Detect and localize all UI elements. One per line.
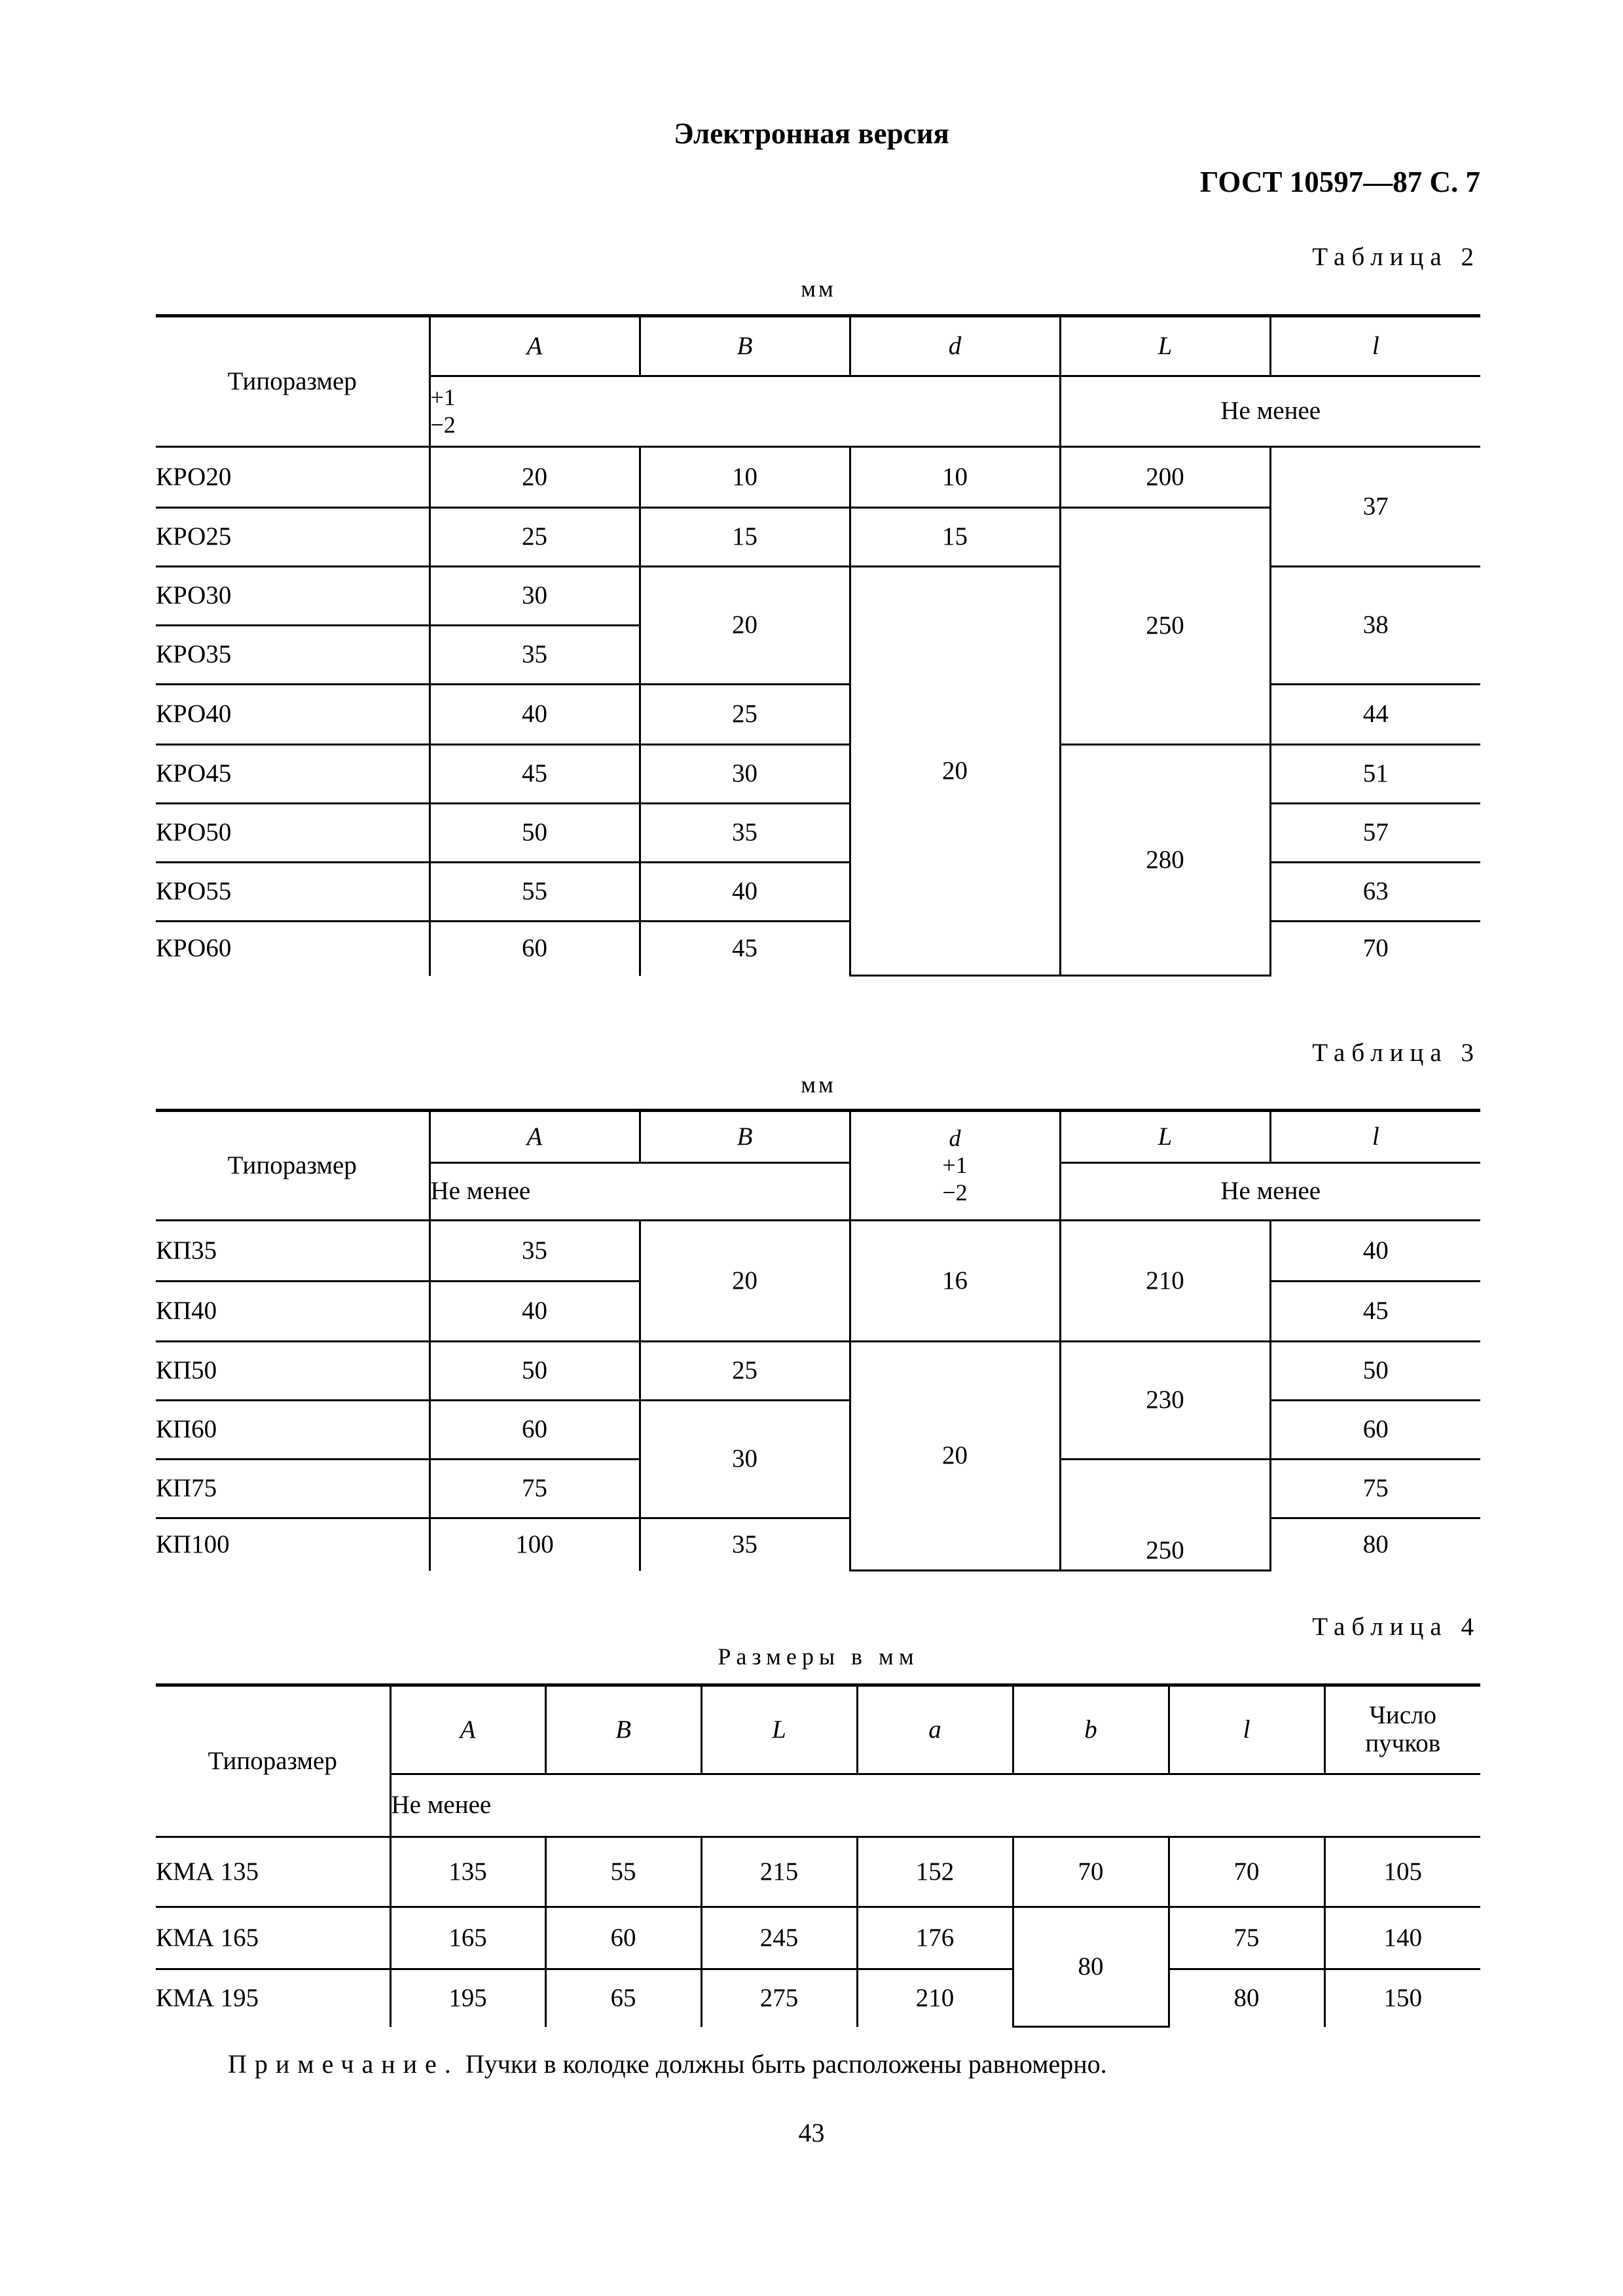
header-not-less: Не менее: [390, 1774, 1480, 1837]
table-row: [156, 447, 1480, 508]
cell-size: КП50: [156, 1342, 429, 1401]
table-row: [156, 1969, 1480, 2027]
cell-l: 60: [1270, 1401, 1480, 1460]
header-d-tolerance: [850, 1111, 1060, 1221]
cell-A: 60: [429, 922, 640, 976]
table-row: [156, 922, 1480, 976]
cell-l: 75: [1169, 1907, 1324, 1969]
cell-l: 57: [1270, 804, 1480, 863]
cell-size: КП40: [156, 1282, 429, 1342]
cell-l: 45: [1270, 1282, 1480, 1342]
cell-d: 10: [850, 447, 1060, 508]
standard-code: ГОСТ 10597—87 С. 7: [1199, 166, 1480, 198]
cell-l: 75: [1270, 1460, 1480, 1518]
table4-caption: Таблица 4: [1312, 1613, 1480, 1641]
cell-B: 10: [640, 447, 850, 508]
cell-d: 20: [850, 567, 1060, 976]
cell-B: 20: [640, 1221, 850, 1342]
header-a: a: [857, 1685, 1013, 1774]
cell-size: КРО25: [156, 508, 429, 567]
cell-A: 165: [390, 1907, 545, 1969]
table-row: [156, 1221, 1480, 1282]
cell-L: 200: [1060, 447, 1270, 508]
cell-d: 15: [850, 508, 1060, 567]
table4-units: Размеры в мм: [718, 1643, 919, 1670]
cell-L: 250: [1060, 1460, 1270, 1571]
header-A: A: [390, 1685, 545, 1774]
cell-B: 60: [545, 1907, 701, 1969]
table-row: [156, 685, 1480, 745]
cell-bundles: 105: [1324, 1837, 1480, 1907]
cell-A: 35: [429, 1221, 640, 1282]
table-2: [156, 314, 1480, 977]
cell-A: 35: [429, 626, 640, 685]
tolerance-plus: +1: [942, 1152, 968, 1179]
cell-l: 80: [1270, 1518, 1480, 1571]
cell-b: 70: [1013, 1837, 1169, 1907]
header-L: L: [701, 1685, 857, 1774]
header-bundles: [1324, 1685, 1480, 1774]
table-row: [156, 1401, 1480, 1460]
cell-d: 16: [850, 1221, 1060, 1342]
cell-A: 50: [429, 804, 640, 863]
cell-b: 80: [1013, 1907, 1169, 2027]
table-row: [156, 1837, 1480, 1907]
table2-units: мм: [801, 276, 836, 302]
header-B: B: [640, 316, 850, 376]
cell-size: КП60: [156, 1401, 429, 1460]
cell-l: 44: [1270, 685, 1480, 745]
header-A: A: [429, 1111, 640, 1163]
cell-B: 35: [640, 1518, 850, 1571]
header-not-less-AB: Не менее: [429, 1163, 850, 1221]
table-row: [156, 1342, 1480, 1401]
cell-L: 280: [1060, 745, 1270, 976]
table-4: [156, 1683, 1480, 2028]
cell-l: 40: [1270, 1221, 1480, 1282]
cell-A: 75: [429, 1460, 640, 1518]
cell-l: 37: [1270, 447, 1480, 567]
cell-B: 30: [640, 745, 850, 804]
table-row: [156, 745, 1480, 804]
cell-L: 250: [1060, 508, 1270, 745]
cell-size: КРО35: [156, 626, 429, 685]
cell-B: 40: [640, 863, 850, 922]
cell-bundles: 140: [1324, 1907, 1480, 1969]
header-B: B: [545, 1685, 701, 1774]
cell-B: 25: [640, 1342, 850, 1401]
cell-A: 50: [429, 1342, 640, 1401]
cell-size: КРО50: [156, 804, 429, 863]
cell-L: 245: [701, 1907, 857, 1969]
cell-B: 65: [545, 1969, 701, 2027]
header-b: b: [1013, 1685, 1169, 1774]
cell-A: 30: [429, 567, 640, 626]
table-3: [156, 1109, 1480, 1571]
cell-A: 20: [429, 447, 640, 508]
cell-l: 80: [1169, 1969, 1324, 2027]
cell-size: КРО20: [156, 447, 429, 508]
note: [228, 2049, 1107, 2079]
cell-size: КМА 135: [156, 1837, 390, 1907]
cell-a: 210: [857, 1969, 1013, 2027]
tolerance-plus: +1: [430, 384, 456, 411]
header-L: L: [1060, 1111, 1270, 1163]
cell-size: КП100: [156, 1518, 429, 1571]
header-bundles-line2: пучков: [1365, 1729, 1441, 1757]
cell-size: КП75: [156, 1460, 429, 1518]
table2-caption: Таблица 2: [1312, 243, 1480, 271]
cell-size: КП35: [156, 1221, 429, 1282]
table3-caption: Таблица 3: [1312, 1039, 1480, 1067]
cell-l: 38: [1270, 567, 1480, 685]
cell-B: 15: [640, 508, 850, 567]
table-row: [156, 863, 1480, 922]
cell-A: 60: [429, 1401, 640, 1460]
cell-l: 70: [1169, 1837, 1324, 1907]
cell-size: КМА 195: [156, 1969, 390, 2027]
cell-size: КРО45: [156, 745, 429, 804]
cell-L: 210: [1060, 1221, 1270, 1342]
cell-a: 152: [857, 1837, 1013, 1907]
table-row: [156, 804, 1480, 863]
table-row: [156, 1518, 1480, 1571]
cell-B: 30: [640, 1401, 850, 1518]
header-d: d: [850, 316, 1060, 376]
cell-L: 275: [701, 1969, 857, 2027]
table-row: [156, 1907, 1480, 1969]
header-L: L: [1060, 316, 1270, 376]
cell-A: 135: [390, 1837, 545, 1907]
header-not-less: Не менее: [1060, 376, 1480, 447]
cell-B: 55: [545, 1837, 701, 1907]
header-l: l: [1169, 1685, 1324, 1774]
header-d: d: [949, 1124, 961, 1151]
header-tolerance: [429, 376, 1060, 447]
cell-A: 45: [429, 745, 640, 804]
cell-l: 51: [1270, 745, 1480, 804]
cell-size: КМА 165: [156, 1907, 390, 1969]
header-not-less-Ll: Не менее: [1060, 1163, 1480, 1221]
cell-size: КРО55: [156, 863, 429, 922]
cell-L: 215: [701, 1837, 857, 1907]
cell-size: КРО60: [156, 922, 429, 976]
electronic-version-header: Электронная версия: [674, 117, 949, 150]
header-A: A: [429, 316, 640, 376]
cell-A: 55: [429, 863, 640, 922]
cell-A: 40: [429, 1282, 640, 1342]
note-lead: Примечание.: [228, 2049, 459, 2079]
cell-A: 195: [390, 1969, 545, 2027]
header-B: B: [640, 1111, 850, 1163]
table-row: [156, 567, 1480, 626]
header-l: l: [1270, 316, 1480, 376]
cell-A: 100: [429, 1518, 640, 1571]
tolerance-minus: −2: [430, 411, 456, 438]
cell-d: 20: [850, 1342, 1060, 1571]
cell-L: 230: [1060, 1342, 1270, 1460]
cell-size: КРО30: [156, 567, 429, 626]
cell-B: 25: [640, 685, 850, 745]
cell-bundles: 150: [1324, 1969, 1480, 2027]
cell-l: 50: [1270, 1342, 1480, 1401]
header-size: Типоразмер: [156, 1111, 429, 1221]
note-text: Пучки в колодке должны быть расположены равномерно.: [458, 2049, 1107, 2079]
cell-A: 25: [429, 508, 640, 567]
cell-a: 176: [857, 1907, 1013, 1969]
cell-B: 45: [640, 922, 850, 976]
cell-A: 40: [429, 685, 640, 745]
header-size: Типоразмер: [156, 1685, 390, 1837]
cell-B: 35: [640, 804, 850, 863]
header-l: l: [1270, 1111, 1480, 1163]
cell-l: 63: [1270, 863, 1480, 922]
cell-size: КРО40: [156, 685, 429, 745]
header-bundles-line1: Число: [1369, 1701, 1436, 1730]
header-size: Типоразмер: [156, 316, 429, 447]
table3-units: мм: [801, 1071, 836, 1098]
cell-l: 70: [1270, 922, 1480, 976]
tolerance-minus: −2: [942, 1179, 968, 1206]
page-number: 43: [798, 2118, 825, 2147]
cell-B: 20: [640, 567, 850, 685]
